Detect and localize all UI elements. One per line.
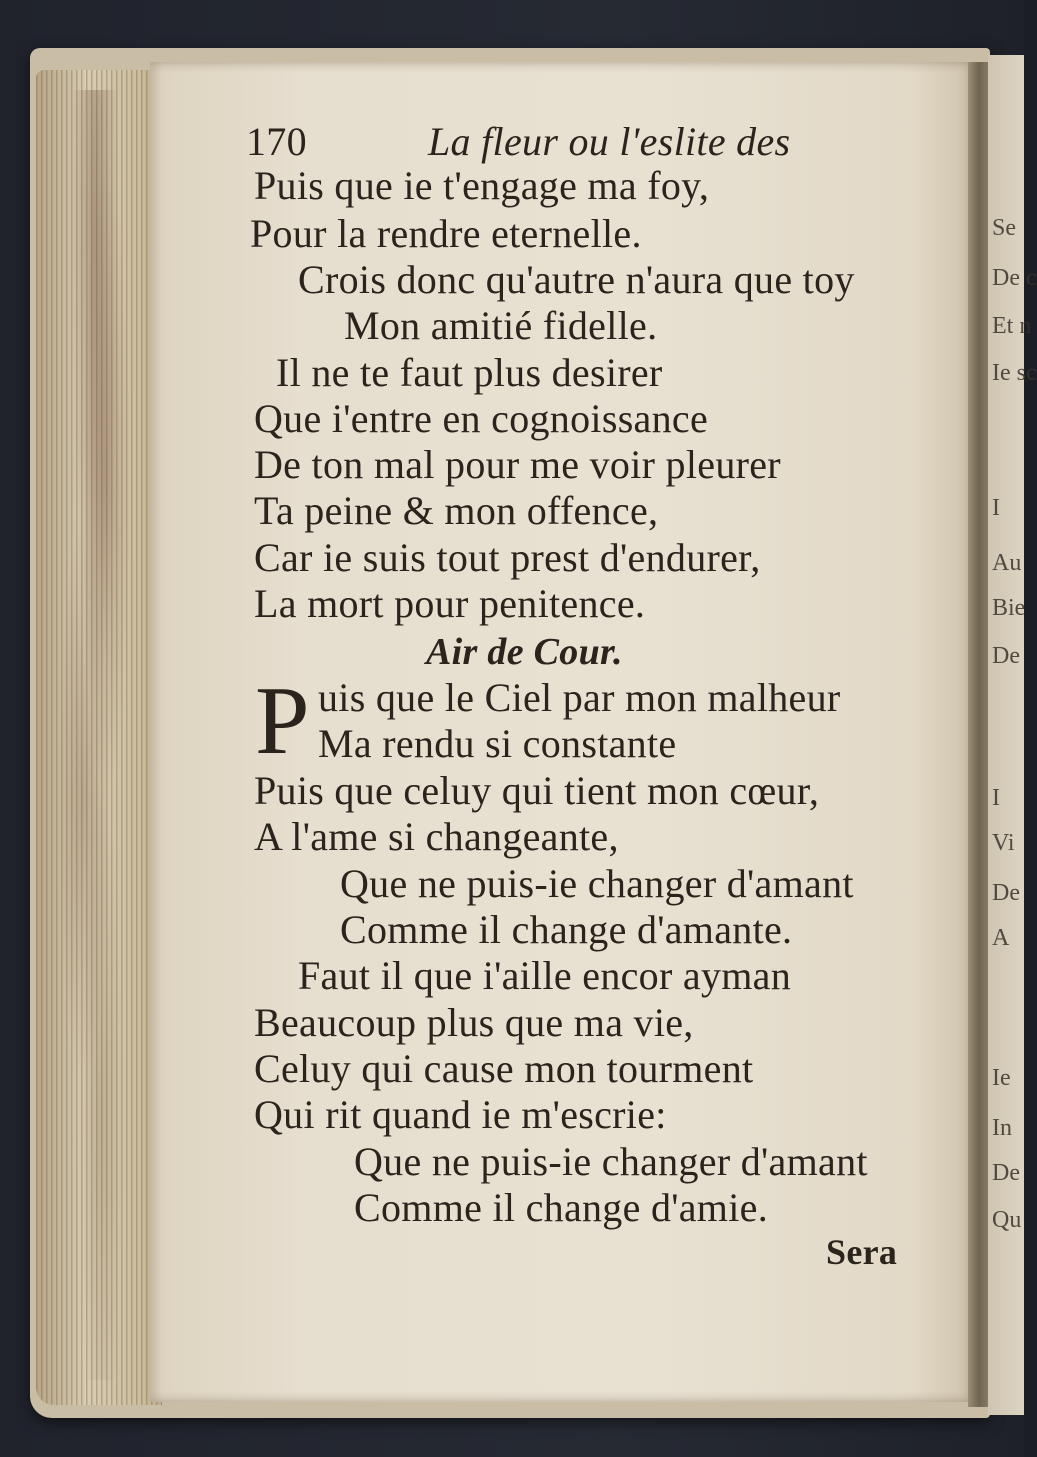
poem-line: Qui rit quand ie m'escrie: (254, 1092, 667, 1137)
poem-line: A l'ame si changeante, (254, 814, 619, 859)
facing-fragment: Vi (992, 830, 1015, 856)
poem-line: Il ne te faut plus desirer (276, 350, 663, 395)
poem-line: Que ne puis-ie changer d'amant (340, 861, 854, 906)
poem-line: Comme il change d'amante. (340, 907, 793, 952)
facing-fragment: Ie sc (992, 360, 1037, 386)
facing-fragment: I (992, 495, 1000, 521)
poem-line: uis que le Ciel par mon malheur (318, 675, 841, 720)
poem-line: Mon amitié fidelle. (344, 303, 658, 348)
facing-fragment: In (992, 1115, 1012, 1141)
poem-line: Celuy qui cause mon tourment (254, 1046, 754, 1091)
poem-line: Ma rendu si constante (318, 721, 677, 766)
poem-line: Car ie suis tout prest d'endurer, (254, 535, 761, 580)
facing-fragment: De (992, 643, 1020, 669)
poem-line: Faut il que i'aille encor ayman (298, 953, 792, 998)
facing-fragment: Ie (992, 1065, 1011, 1091)
poem-line: Que ne puis-ie changer d'amant (354, 1139, 868, 1184)
facing-fragment: Et n (992, 313, 1032, 339)
poem-line: Crois donc qu'autre n'aura que toy (298, 257, 855, 302)
book-gutter (968, 62, 990, 1407)
running-head: La fleur ou l'eslite des (428, 119, 791, 164)
facing-fragment: Se (992, 215, 1016, 241)
catchword: Sera (826, 1232, 898, 1272)
poem-line: La mort pour penitence. (254, 581, 646, 626)
page-number: 170 (246, 119, 307, 164)
poem-line: Puis que celuy qui tient mon cœur, (254, 768, 820, 813)
poem-line: De ton mal pour me voir pleurer (254, 442, 781, 487)
facing-fragment: Au (992, 550, 1022, 576)
section-title: Air de Cour. (426, 631, 623, 673)
facing-fragment: A (992, 925, 1010, 951)
facing-fragment: De (992, 880, 1020, 906)
facing-fragment: De c (992, 265, 1037, 291)
facing-fragment: Qu (992, 1207, 1022, 1233)
edge-stains (40, 90, 150, 1380)
facing-page-edge (988, 55, 1037, 1415)
drop-cap: P (255, 667, 310, 775)
poem-line: Puis que ie t'engage ma foy, (254, 163, 710, 208)
poem-line: Beaucoup plus que ma vie, (254, 1000, 694, 1045)
poem-line: Ta peine & mon offence, (254, 488, 659, 533)
facing-fragment: Bie (992, 595, 1026, 621)
poem-line: Comme il change d'amie. (354, 1185, 768, 1230)
poem-line: Que i'entre en cognoissance (254, 396, 709, 441)
poem-line: Pour la rendre eternelle. (250, 211, 642, 256)
facing-fragment: I (992, 785, 1000, 811)
facing-fragment: De (992, 1160, 1020, 1186)
